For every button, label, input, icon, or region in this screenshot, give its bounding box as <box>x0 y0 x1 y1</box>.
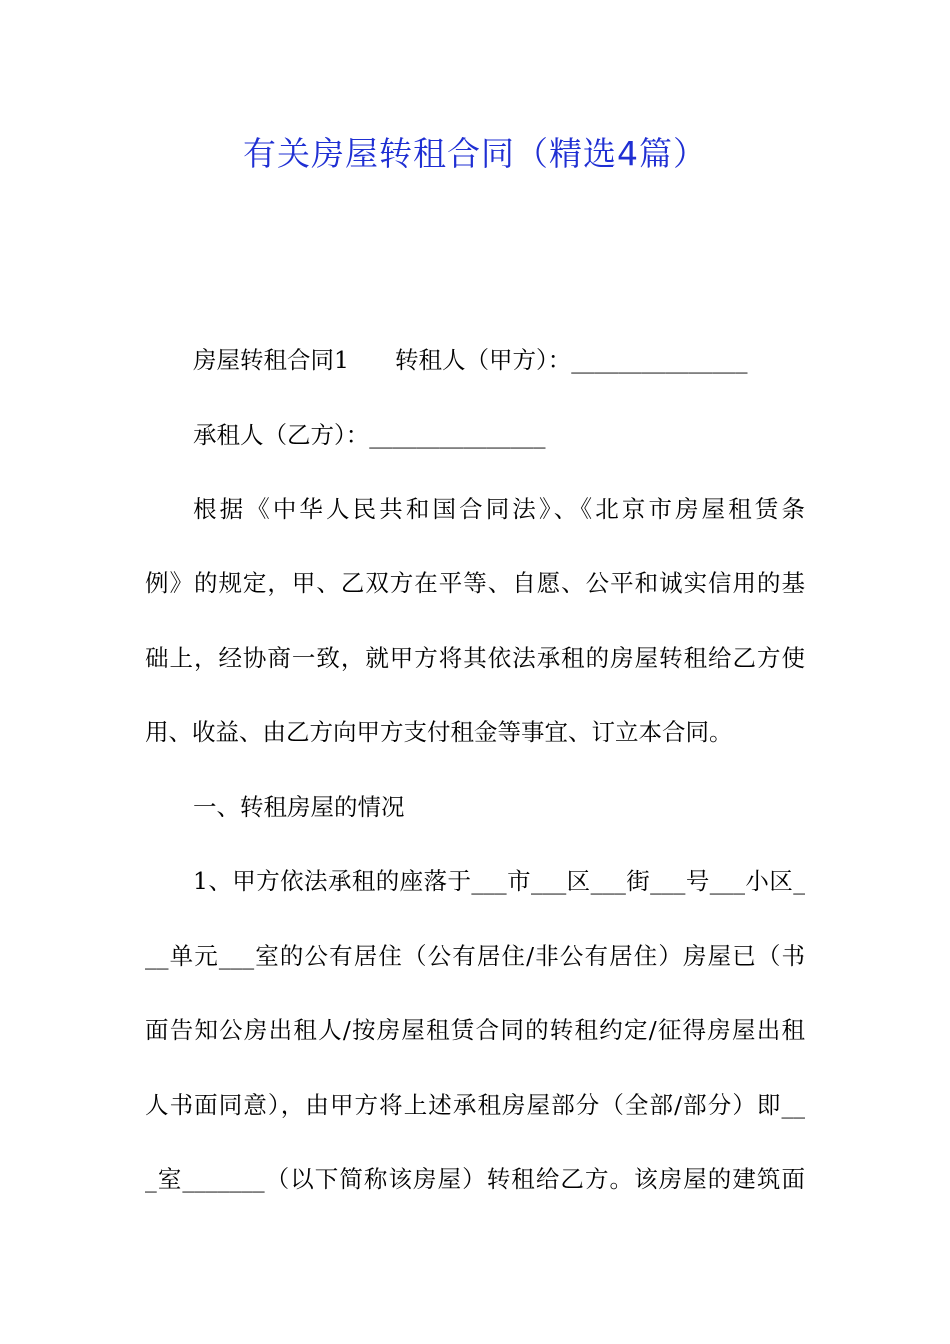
paragraph-line: _室_______（以下简称该房屋）转租给乙方。该房屋的建筑面 <box>145 1165 805 1193</box>
contract-heading: 房屋转租合同1 <box>193 346 349 374</box>
paragraph-line: 人书面同意），由甲方将上述承租房屋部分（全部/部分）即__ <box>145 1091 805 1119</box>
paragraph-line: 础上，经协商一致，就甲方将其依法承租的房屋转租给乙方使 <box>145 644 805 672</box>
paragraph-line: __单元___室的公有居住（公有居住/非公有居住）房屋已（书 <box>145 942 805 970</box>
document-title: 有关房屋转租合同（精选4篇） <box>243 134 707 173</box>
paragraph-line: 用、收益、由乙方向甲方支付租金等事宜、订立本合同。 <box>145 718 733 746</box>
contract-header-line <box>193 343 805 377</box>
sublessee-field: 承租人（乙方）：_______________ <box>193 421 546 449</box>
paragraph-line: 根据《中华人民共和国合同法》、《北京市房屋租赁条 <box>193 495 805 523</box>
paragraph-line: 1、甲方依法承租的座落于___市___区___街___号___小区_ <box>193 867 805 895</box>
section-heading: 一、转租房屋的情况 <box>193 793 405 821</box>
paragraph-line: 面告知公房出租人/按房屋租赁合同的转租约定/征得房屋出租 <box>145 1016 805 1044</box>
sublessor-field: 转租人（甲方）：_______________ <box>394 346 748 374</box>
paragraph-line: 例》的规定，甲、乙双方在平等、自愿、公平和诚实信用的基 <box>145 569 805 597</box>
